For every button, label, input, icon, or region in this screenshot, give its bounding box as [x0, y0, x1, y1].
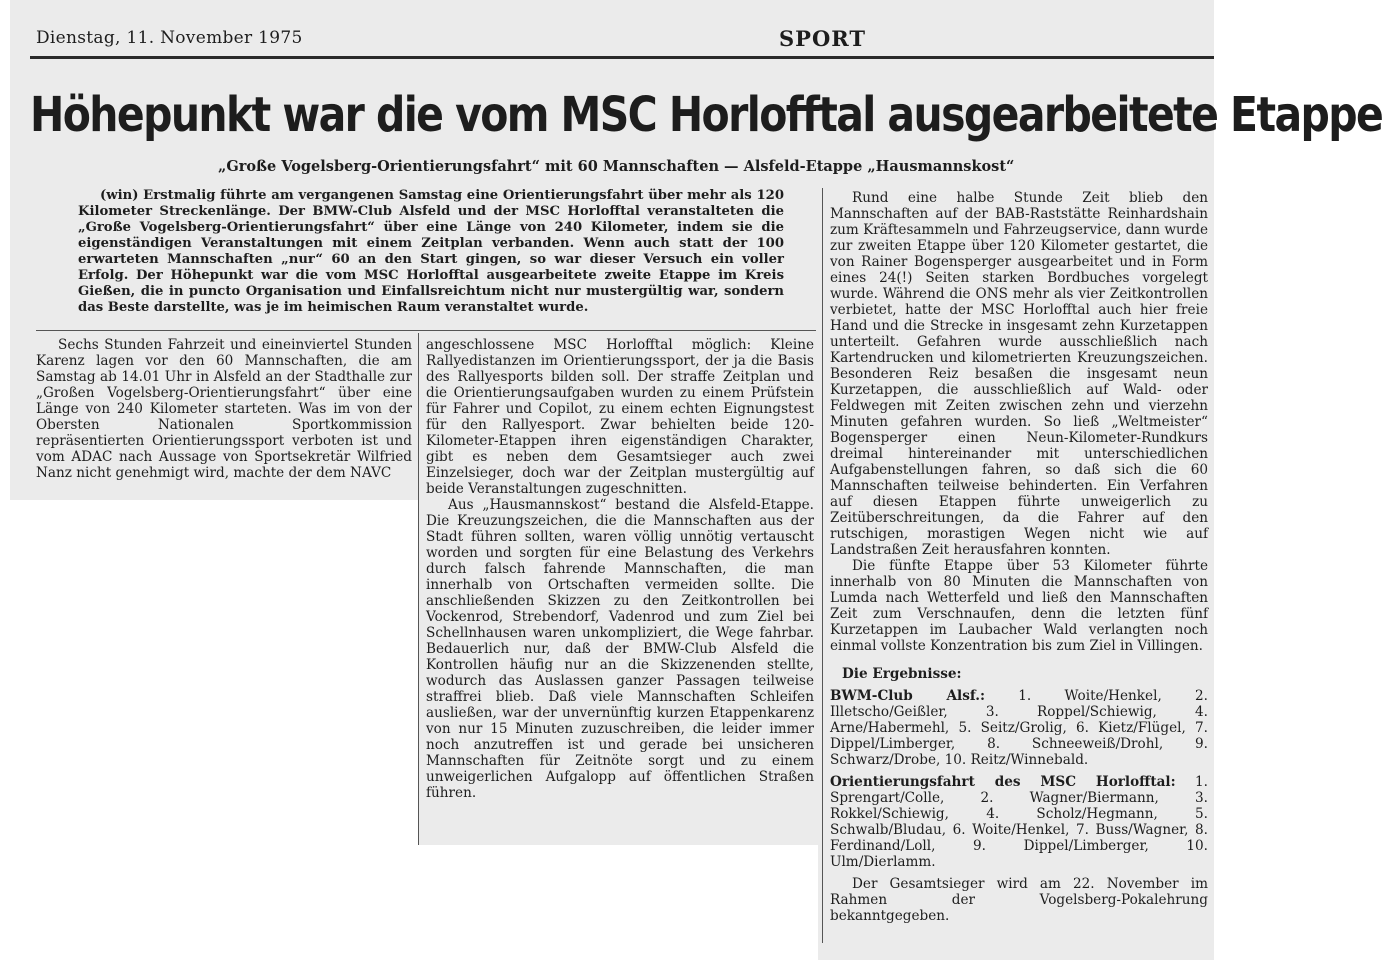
- results-heading: Die Ergebnisse:: [842, 666, 962, 682]
- lead-paragraph-block: [78, 188, 784, 316]
- results-bmw-club-label: BWM-Club Alsf.:: [830, 688, 985, 704]
- results-bmw-club: [830, 688, 1208, 768]
- results-bmw-club-list: 1. Woite/Henkel, 2. Illetscho/Geißler, 3. Roppel/Schiewig, 4. Arne/Habermehl, 5. Seitz/Grolig, 6. Kietz/Flügel, 7. Dippel/Limberger, 8. Schneeweiß/Drohl, 9. Schwarz/Drobe, 10. Reitz/Winnebald.: [830, 688, 1208, 768]
- subheadline: „Große Vogelsberg-Orientierungsfahrt“ mit 60 Mannschaften — Alsfeld-Etappe „Hausmannskost“: [218, 158, 1015, 175]
- lead-divider: [36, 330, 816, 331]
- article-column-1: [36, 337, 412, 481]
- results-msc-horlofftal: [830, 774, 1208, 870]
- article-column-3: [830, 190, 1208, 924]
- lead-paragraph: (win) Erstmalig führte am vergangenen Samstag eine Orientierungsfahrt über mehr als 120 Kilometer Streckenlänge. Der BMW-Club Alsfeld und der MSC Horlofftal veranstalteten die „Große Vogelsberg-Orientierungsfahrt“ über eine Länge von 240 Kilometer, indem sie die eigenständigen Veranstaltungen mit einem Zeitplan verbanden. Wenn auch statt der 100 erwarteten Mannschaften „nur“ 60 an den Start gingen, so war dieser Versuch ein voller Erfolg. Der Höhepunkt war die vom MSC Horlofftal ausgearbeitete zweite Etappe im Kreis Gießen, die in puncto Organisation und Einfallsreichtum nicht nur mustergültig war, sondern das Beste darstellte, was je im heimischen Raum veranstaltet wurde.: [78, 188, 784, 315]
- column-divider-1: [418, 333, 419, 845]
- results-msc-horlofftal-list: 1. Sprengart/Colle, 2. Wagner/Biermann, 3. Rokkel/Schiewig, 4. Scholz/Hegmann, 5. Schwalb/Bludau, 6. Woite/Henkel, 7. Buss/Wagner, 8. Ferdinand/Loll, 9. Dippel/Limberger, 10. Ulm/Dierlamm.: [830, 774, 1208, 870]
- column-divider-2: [822, 188, 823, 943]
- results-msc-horlofftal-label: Orientierungsfahrt des MSC Horlofftal:: [830, 774, 1176, 790]
- headline: Höhepunkt war die vom MSC Horlofftal ausgearbeitete Etappe: [30, 86, 1382, 143]
- column-3-paragraph-2: Die fünfte Etappe über 53 Kilometer führte innerhalb von 80 Minuten die Mannschaften von Lumda nach Wetterfeld und ließ den Mannschaften Zeit zum Verschnaufen, denn die letzten fünf Kurzetappen im Laubacher Wald verlangten noch einmal vollste Konzentration bis zum Ziel in Villingen.: [830, 558, 1208, 654]
- header-rule: [30, 56, 1214, 59]
- column-2-paragraph-2: Aus „Hausmannskost“ bestand die Alsfeld-Etappe. Die Kreuzungszeichen, die die Mannschaften aus der Stadt führen sollten, waren völlig unnötig vertauscht worden und sorgten für eine Belastung des Verkehrs durch falsch fahrende Mannschaften, die man innerhalb von Ortschaften vermeiden sollte. Die anschließenden Skizzen zu den Zeitkontrollen bei Vockenrod, Strebendorf, Vadenrod und zum Ziel bei Schellnhausen waren unkompliziert, die Wege fahrbar. Bedauerlich nur, daß der BMW-Club Alsfeld die Kontrollen häufig nur an die Skizzenenden stellte, wodurch das Auslassen ganzer Passagen teilweise straffrei blieb. Daß viele Mannschaften Schleifen ausließen, war der unvernünftig kurzen Etappenkarenz von nur 15 Minuten zuzuschreiben, die leider immer noch anzutreffen ist und gerade bei unsicheren Mannschaften für Zeitnöte sorgt und zu einem unweigerlichen Aufgalopp auf öffentlichen Straßen führen.: [426, 497, 814, 801]
- closing-paragraph: Der Gesamtsieger wird am 22. November im Rahmen der Vogelsberg-Pokalehrung bekanntgegeben.: [830, 876, 1208, 924]
- article-column-2: [426, 337, 814, 801]
- dateline: Dienstag, 11. November 1975: [36, 28, 303, 48]
- section-title: SPORT: [779, 26, 866, 51]
- column-3-paragraph-1: Rund eine halbe Stunde Zeit blieb den Mannschaften auf der BAB-Raststätte Reinhardshain zum Kräftesammeln und Fahrzeugservice, dann wurde zur zweiten Etappe über 120 Kilometer gestartet, die von Rainer Bogensperger ausgearbeitet und in Form eines 24(!) Seiten starken Bordbuches vorgelegt wurde. Während die ONS mehr als vier Zeitkontrollen verbietet, hatte der MSC Horlofftal auch hier freie Hand und die Strecke in insgesamt zehn Kurzetappen unterteilt. Gefahren wurde ausschließlich nach Kartendrucken und kilometrierten Kreuzungszeichen. Besonderen Reiz besaßen die insgesamt neun Kurzetappen, die ausschließlich auf Wald- oder Feldwegen mit Zeiten zwischen zehn und vierzehn Minuten gefahren wurden. So ließ „Weltmeister“ Bogensperger einen Neun-Kilometer-Rundkurs dreimal hintereinander mit unterschiedlichen Aufgabenstellungen fahren, so daß sich die 60 Mannschaften teilweise behinderten. Ein Verfahren auf diesen Etappen führte unweigerlich zu Zeitüberschreitungen, da die Fahrer auf den rutschigen, morastigen Wegen nicht wie auf Landstraßen Zeit herausfahren konnten.: [830, 190, 1208, 558]
- column-2-paragraph-1: angeschlossene MSC Horlofftal möglich: Kleine Rallyedistanzen im Orientierungssport, der ja die Basis des Rallyesports bilden soll. Der straffe Zeitplan und die Orientierungsaufgaben wurden zu einem Prüfstein für Fahrer und Copilot, zu einem echten Eignungstest für den Rallyesport. Zwar behielten beide 120-Kilometer-Etappen ihren eigenständigen Charakter, gibt es neben dem Gesamtsieger auch zwei Einzelsieger, doch war der Zeitplan mustergültig auf beide Veranstaltungen zugeschnitten.: [426, 337, 814, 497]
- column-1-paragraph: Sechs Stunden Fahrzeit und eineinviertel Stunden Karenz lagen vor den 60 Mannschaften, die am Samstag ab 14.01 Uhr in Alsfeld an der Stadthalle zur „Großen Vogelsberg-Orientierungsfahrt“ über eine Länge von 240 Kilometer starteten. Was im von der Obersten Nationalen Sportkommission repräsentierten Orientierungssport verboten ist und vom ADAC nach Aussage von Sportsekretär Wilfried Nanz nicht genehmigt wird, machte der dem NAVC: [36, 337, 412, 481]
